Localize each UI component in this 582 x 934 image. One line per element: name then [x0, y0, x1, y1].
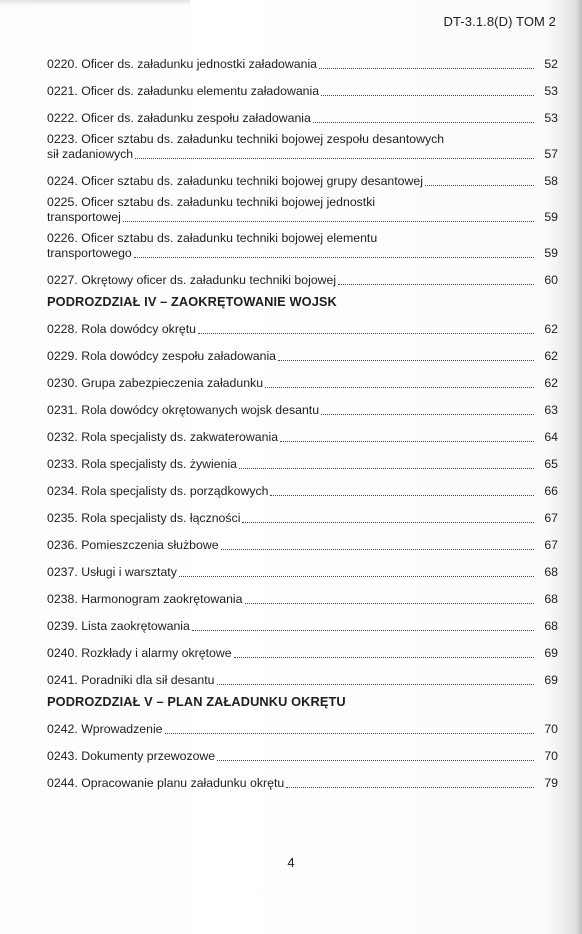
toc-entry-title: 0233. Rola specjalisty ds. żywienia: [47, 457, 238, 471]
scan-top-shadow: [0, 0, 190, 6]
toc-entry-title: 0241. Poradniki dla sił desantu: [47, 673, 215, 687]
toc-entry-title: 0232. Rola specjalisty ds. zakwaterowania: [47, 430, 279, 444]
toc-entry[interactable]: [47, 343, 558, 364]
toc-entry[interactable]: [47, 505, 558, 526]
toc-entry[interactable]: [47, 559, 558, 580]
toc-entry-page: 53: [544, 84, 558, 98]
dot-leader: [234, 657, 534, 658]
dot-leader: [123, 221, 534, 222]
document-id: DT-3.1.8(D) TOM 2: [443, 14, 556, 29]
toc-entry-title: 0222. Oficer ds. załadunku zespołu załadowania: [47, 111, 311, 125]
toc-entry-page: 63: [544, 403, 558, 417]
toc-entry-title-line2: sił zadaniowych: [47, 147, 134, 161]
toc-entry[interactable]: [47, 640, 558, 661]
dot-leader: [338, 284, 534, 285]
toc-entry-page: 62: [544, 349, 558, 363]
toc-entry-title: 0240. Rozkłady i alarmy okrętowe: [47, 646, 232, 660]
toc-entry-page: 68: [544, 619, 558, 633]
dot-leader: [245, 603, 535, 604]
toc-entry[interactable]: [47, 586, 558, 607]
toc-entry-page: 66: [544, 484, 558, 498]
toc-entry-page: 65: [544, 457, 558, 471]
toc-entry-page: 69: [544, 646, 558, 660]
toc-entry-page: 67: [544, 538, 558, 552]
toc-entry-page: 79: [544, 776, 558, 790]
dot-leader: [321, 95, 534, 96]
toc-entry-page: 59: [544, 210, 558, 224]
toc-entry-page: 60: [544, 273, 558, 287]
toc-entry[interactable]: [47, 424, 558, 445]
toc-entry-title: 0238. Harmonogram zaokrętowania: [47, 592, 243, 606]
toc-entry-page: 68: [544, 565, 558, 579]
toc-entry[interactable]: [47, 667, 558, 688]
dot-leader: [278, 360, 534, 361]
toc-entry-title: 0227. Okrętowy oficer ds. załadunku techniki bojowej: [47, 273, 337, 287]
toc-entry[interactable]: [47, 478, 558, 499]
toc-entry-title: 0228. Rola dowódcy okrętu: [47, 322, 197, 336]
toc-entry-title-line2: transportowego: [47, 246, 132, 260]
dot-leader: [198, 333, 534, 334]
dot-leader: [217, 760, 534, 761]
toc-entry-title: 0229. Rola dowódcy zespołu załadowania: [47, 349, 277, 363]
toc-entry[interactable]: [47, 451, 558, 472]
toc-entry-page: 58: [544, 174, 558, 188]
toc-entry[interactable]: [47, 168, 558, 189]
toc-entry[interactable]: [47, 613, 558, 634]
dot-leader: [135, 158, 534, 159]
toc-entry-title: 0239. Lista zaokrętowania: [47, 619, 190, 633]
toc-entry[interactable]: [47, 51, 558, 72]
dot-leader: [319, 68, 534, 69]
toc-entry-title: 0242. Wprowadzenie: [47, 722, 163, 736]
toc-entry[interactable]: [47, 105, 558, 126]
toc-entry-title: 0230. Grupa zabezpieczenia załadunku: [47, 376, 264, 390]
toc-entry[interactable]: [47, 78, 558, 99]
dot-leader: [134, 257, 534, 258]
toc-entry-title-line2: transportowej: [47, 210, 121, 224]
toc-entry-page: 67: [544, 511, 558, 525]
toc-entry-page: 70: [544, 749, 558, 763]
toc-entry-page: 64: [544, 430, 558, 444]
toc-entry[interactable]: [47, 397, 558, 418]
toc-entry[interactable]: [47, 132, 558, 162]
table-of-contents: [47, 51, 558, 797]
dot-leader: [425, 185, 534, 186]
toc-entry[interactable]: [47, 770, 558, 791]
toc-entry-title: 0237. Usługi i warsztaty: [47, 565, 177, 579]
toc-entry-page: 53: [544, 111, 558, 125]
toc-entry-title: 0244. Opracowanie planu załadunku okrętu: [47, 776, 285, 790]
toc-entry[interactable]: [47, 195, 558, 225]
toc-entry-page: 69: [544, 673, 558, 687]
dot-leader: [321, 414, 534, 415]
toc-entry[interactable]: [47, 532, 558, 553]
toc-entry-page: 68: [544, 592, 558, 606]
toc-entry-page: 62: [544, 322, 558, 336]
toc-entry-page: 62: [544, 376, 558, 390]
dot-leader: [313, 122, 534, 123]
toc-entry[interactable]: [47, 316, 558, 337]
toc-entry-title: 0224. Oficer sztabu ds. załadunku techniki bojowej grupy desantowej: [47, 174, 423, 188]
dot-leader: [221, 549, 534, 550]
toc-entry[interactable]: [47, 267, 558, 288]
dot-leader: [242, 522, 534, 523]
toc-entry[interactable]: [47, 370, 558, 391]
dot-leader: [280, 441, 534, 442]
toc-entry-page: 57: [544, 147, 558, 161]
scan-binding-shadow: [576, 0, 582, 934]
toc-entry-title-line1: 0226. Oficer sztabu ds. załadunku techniki bojowej elementu: [47, 231, 378, 245]
dot-leader: [165, 733, 534, 734]
toc-entry-title: 0235. Rola specjalisty ds. łączności: [47, 511, 241, 525]
dot-leader: [270, 495, 534, 496]
toc-entry[interactable]: [47, 231, 558, 261]
toc-entry-title: 0220. Oficer ds. załadunku jednostki załadowania: [47, 57, 318, 71]
toc-entry[interactable]: [47, 716, 558, 737]
dot-leader: [179, 576, 534, 577]
dot-leader: [217, 684, 535, 685]
toc-entry-title: 0221. Oficer ds. załadunku elementu załadowania: [47, 84, 320, 98]
toc-entry-page: 52: [544, 57, 558, 71]
toc-entry-page: 59: [544, 246, 558, 260]
toc-entry[interactable]: [47, 743, 558, 764]
toc-entry-title: 0231. Rola dowódcy okrętowanych wojsk desantu: [47, 403, 320, 417]
toc-entry-title: 0236. Pomieszczenia służbowe: [47, 538, 219, 552]
section-heading: PODROZDZIAŁ V – PLAN ZAŁADUNKU OKRĘTU: [47, 694, 346, 709]
dot-leader: [286, 787, 534, 788]
dot-leader: [239, 468, 534, 469]
toc-entry-page: 70: [544, 722, 558, 736]
toc-entry-title: 0234. Rola specjalisty ds. porządkowych: [47, 484, 269, 498]
section-heading: PODROZDZIAŁ IV – ZAOKRĘTOWANIE WOJSK: [47, 294, 337, 309]
dot-leader: [265, 387, 534, 388]
toc-entry-title-line1: 0225. Oficer sztabu ds. załadunku techniki bojowej jednostki: [47, 195, 376, 209]
page-number: 4: [287, 855, 295, 870]
toc-entry-title-line1: 0223. Oficer sztabu ds. załadunku techniki bojowej zespołu desantowych: [47, 132, 445, 146]
toc-entry-title: 0243. Dokumenty przewozowe: [47, 749, 216, 763]
dot-leader: [192, 630, 534, 631]
